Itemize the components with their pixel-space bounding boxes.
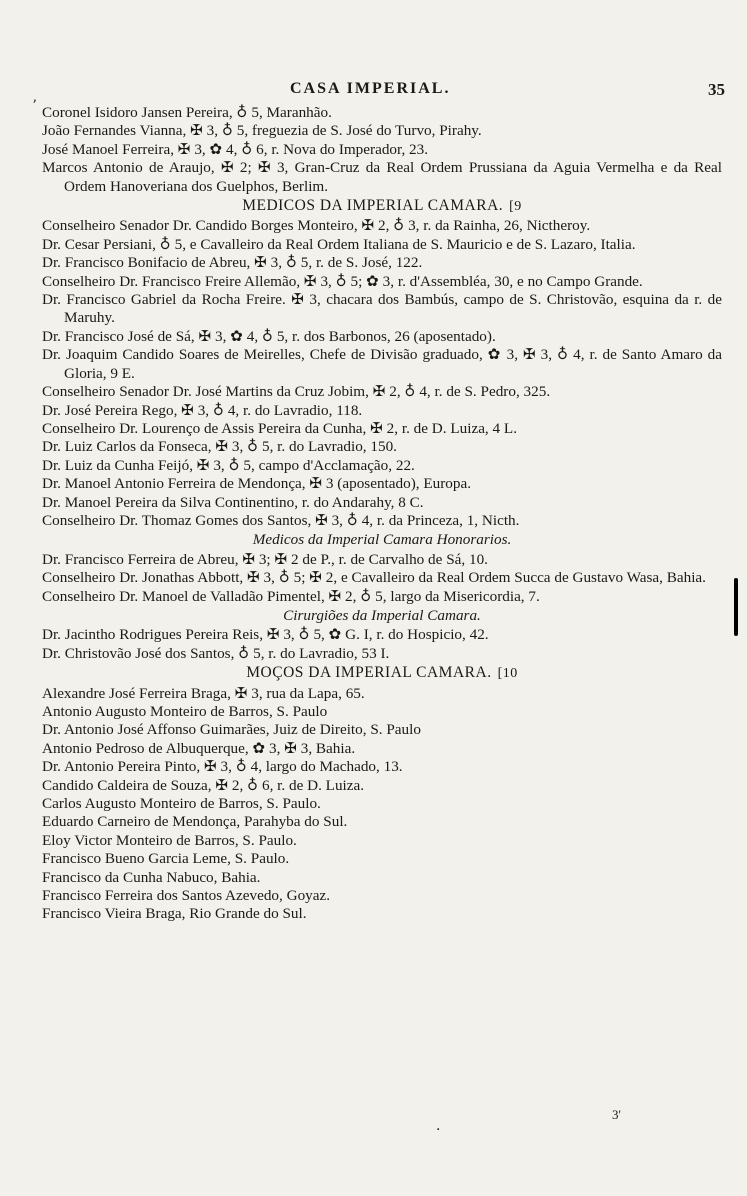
signature-mark: 3' bbox=[612, 1107, 621, 1122]
section-cirurgioes bbox=[42, 626, 722, 663]
entry: João Fernandes Vianna, ✠ 3, ♁ 5, freguezia de S. José do Turvo, Pirahy. bbox=[42, 122, 482, 140]
entry: Eloy Victor Monteiro de Barros, S. Paulo. bbox=[42, 831, 297, 849]
entry: Dr. Christovão José dos Santos, ♁ 5, r. do Lavradio, 53 I. bbox=[42, 644, 390, 662]
heading-mocos-title: MOÇOS DA IMPERIAL CAMARA. bbox=[246, 664, 492, 682]
entry: Alexandre José Ferreira Braga, ✠ 3, rua da Lapa, 65. bbox=[42, 684, 365, 702]
entry: Dr. Joaquim Candido Soares de Meirelles, Chefe de Divisão graduado, ✿ 3, ✠ 3, ♁ 4, r. de Santo Amaro da Gloria, 9 E. bbox=[42, 346, 722, 382]
entry: Francisco da Cunha Nabuco, Bahia. bbox=[42, 868, 261, 886]
entry: Dr. Luiz da Cunha Feijó, ✠ 3, ♁ 5, campo d'Acclamação, 22. bbox=[42, 456, 415, 474]
entry: Conselheiro Dr. Manoel de Valladão Pimentel, ✠ 2, ♁ 5, largo da Misericordia, 7. bbox=[42, 587, 540, 605]
entry: Francisco Ferreira dos Santos Azevedo, Goyaz. bbox=[42, 887, 331, 905]
section-medicos bbox=[42, 217, 722, 530]
heading-medicos bbox=[42, 197, 722, 216]
page-header bbox=[0, 80, 747, 102]
entry: Dr. Manoel Antonio Ferreira de Mendonça, ✠ 3 (aposentado), Europa. bbox=[42, 475, 471, 493]
entry: Dr. José Pereira Rego, ✠ 3, ♁ 4, r. do Lavradio, 118. bbox=[42, 401, 363, 419]
running-title: CASA IMPERIAL. bbox=[290, 80, 451, 97]
entry: Antonio Pedroso de Albuquerque, ✿ 3, ✠ 3, Bahia. bbox=[42, 739, 356, 757]
heading-medicos-count: [9 bbox=[509, 199, 522, 215]
margin-ink-bar bbox=[734, 578, 738, 636]
subheading-cirurgioes: Cirurgiões da Imperial Camara. bbox=[283, 606, 481, 624]
entry: Marcos Antonio de Araujo, ✠ 2; ✠ 3, Gran-Cruz da Real Ordem Prussiana da Aguia Vermelha e da Real Ordem Hanoveriana dos Guelphos, Berlim. bbox=[42, 159, 722, 195]
margin-tick-mark: ʼ bbox=[32, 98, 37, 114]
entry: Francisco Vieira Braga, Rio Grande do Sul. bbox=[42, 905, 307, 923]
entry: Conselheiro Dr. Francisco Freire Allemão, ✠ 3, ♁ 5; ✿ 3, r. d'Assembléa, 30, e no Campo Grande. bbox=[42, 272, 643, 290]
page-number: 35 bbox=[708, 80, 725, 99]
entry: Conselheiro Dr. Jonathas Abbott, ✠ 3, ♁ 5; ✠ 2, e Cavalleiro da Real Ordem Succa de Gustavo Wasa, Bahia. bbox=[42, 569, 706, 587]
entry: Coronel Isidoro Jansen Pereira, ♁ 5, Maranhão. bbox=[42, 104, 332, 121]
heading-mocos bbox=[42, 664, 722, 683]
entry: Dr. Manoel Pereira da Silva Continentino, r. do Andarahy, 8 C. bbox=[42, 493, 424, 511]
entry: Dr. Luiz Carlos da Fonseca, ✠ 3, ♁ 5, r. do Lavradio, 150. bbox=[42, 438, 397, 456]
subheading-honorarios: Medicos da Imperial Camara Honorarios. bbox=[252, 531, 512, 549]
section-casa-imperial-tail bbox=[42, 104, 722, 196]
heading-mocos-count: [10 bbox=[497, 666, 518, 682]
entry: Conselheiro Dr. Lourenço de Assis Pereira da Cunha, ✠ 2, r. de D. Luiza, 4 L. bbox=[42, 419, 517, 437]
entry: Dr. Antonio Pereira Pinto, ✠ 3, ♁ 4, largo do Machado, 13. bbox=[42, 758, 403, 776]
entry: Antonio Augusto Monteiro de Barros, S. Paulo bbox=[42, 703, 328, 720]
entry: Dr. Antonio José Affonso Guimarães, Juiz de Direito, S. Paulo bbox=[42, 721, 421, 739]
entry: José Manoel Ferreira, ✠ 3, ✿ 4, ♁ 6, r. Nova do Imperador, 23. bbox=[42, 140, 429, 158]
entry: Conselheiro Senador Dr. Candido Borges Monteiro, ✠ 2, ♁ 3, r. da Rainha, 26, Nictheroy. bbox=[42, 217, 591, 235]
entry: Conselheiro Senador Dr. José Martins da Cruz Jobim, ✠ 2, ♁ 4, r. de S. Pedro, 325. bbox=[42, 383, 551, 401]
entry: Dr. Jacintho Rodrigues Pereira Reis, ✠ 3, ♁ 5, ✿ G. I, r. do Hospicio, 42. bbox=[42, 626, 489, 644]
entry: Dr. Francisco Ferreira de Abreu, ✠ 3; ✠ 2 de P., r. de Carvalho de Sá, 10. bbox=[42, 550, 488, 568]
document-body bbox=[42, 104, 722, 924]
section-mocos bbox=[42, 685, 722, 924]
section-honorarios bbox=[42, 551, 722, 606]
entry: Dr. Francisco Bonifacio de Abreu, ✠ 3, ♁ 5, r. de S. José, 122. bbox=[42, 254, 423, 272]
heading-medicos-title: MEDICOS DA IMPERIAL CAMARA. bbox=[242, 197, 504, 215]
entry: Eduardo Carneiro de Mendonça, Parahyba do Sul. bbox=[42, 813, 348, 831]
entry: Candido Caldeira de Souza, ✠ 2, ♁ 6, r. de D. Luiza. bbox=[42, 776, 365, 794]
entry: Carlos Augusto Monteiro de Barros, S. Paulo. bbox=[42, 795, 321, 813]
entry: Dr. Francisco Gabriel da Rocha Freire. ✠ 3, chacara dos Bambús, campo de S. Christovão, esquina da r. de Maruhy. bbox=[42, 291, 722, 327]
entry: Conselheiro Dr. Thomaz Gomes dos Santos, ✠ 3, ♁ 4, r. da Princeza, 1, Nicth. bbox=[42, 511, 520, 529]
entry: Francisco Bueno Garcia Leme, S. Paulo. bbox=[42, 850, 290, 868]
stray-dot-mark: · bbox=[436, 1122, 441, 1138]
entry: Dr. Francisco José de Sá, ✠ 3, ✿ 4, ♁ 5, r. dos Barbonos, 26 (aposentado). bbox=[42, 327, 496, 345]
entry: Dr. Cesar Persiani, ♁ 5, e Cavalleiro da Real Ordem Italiana de S. Mauricio e de S. Lazaro, Italia. bbox=[42, 235, 636, 253]
